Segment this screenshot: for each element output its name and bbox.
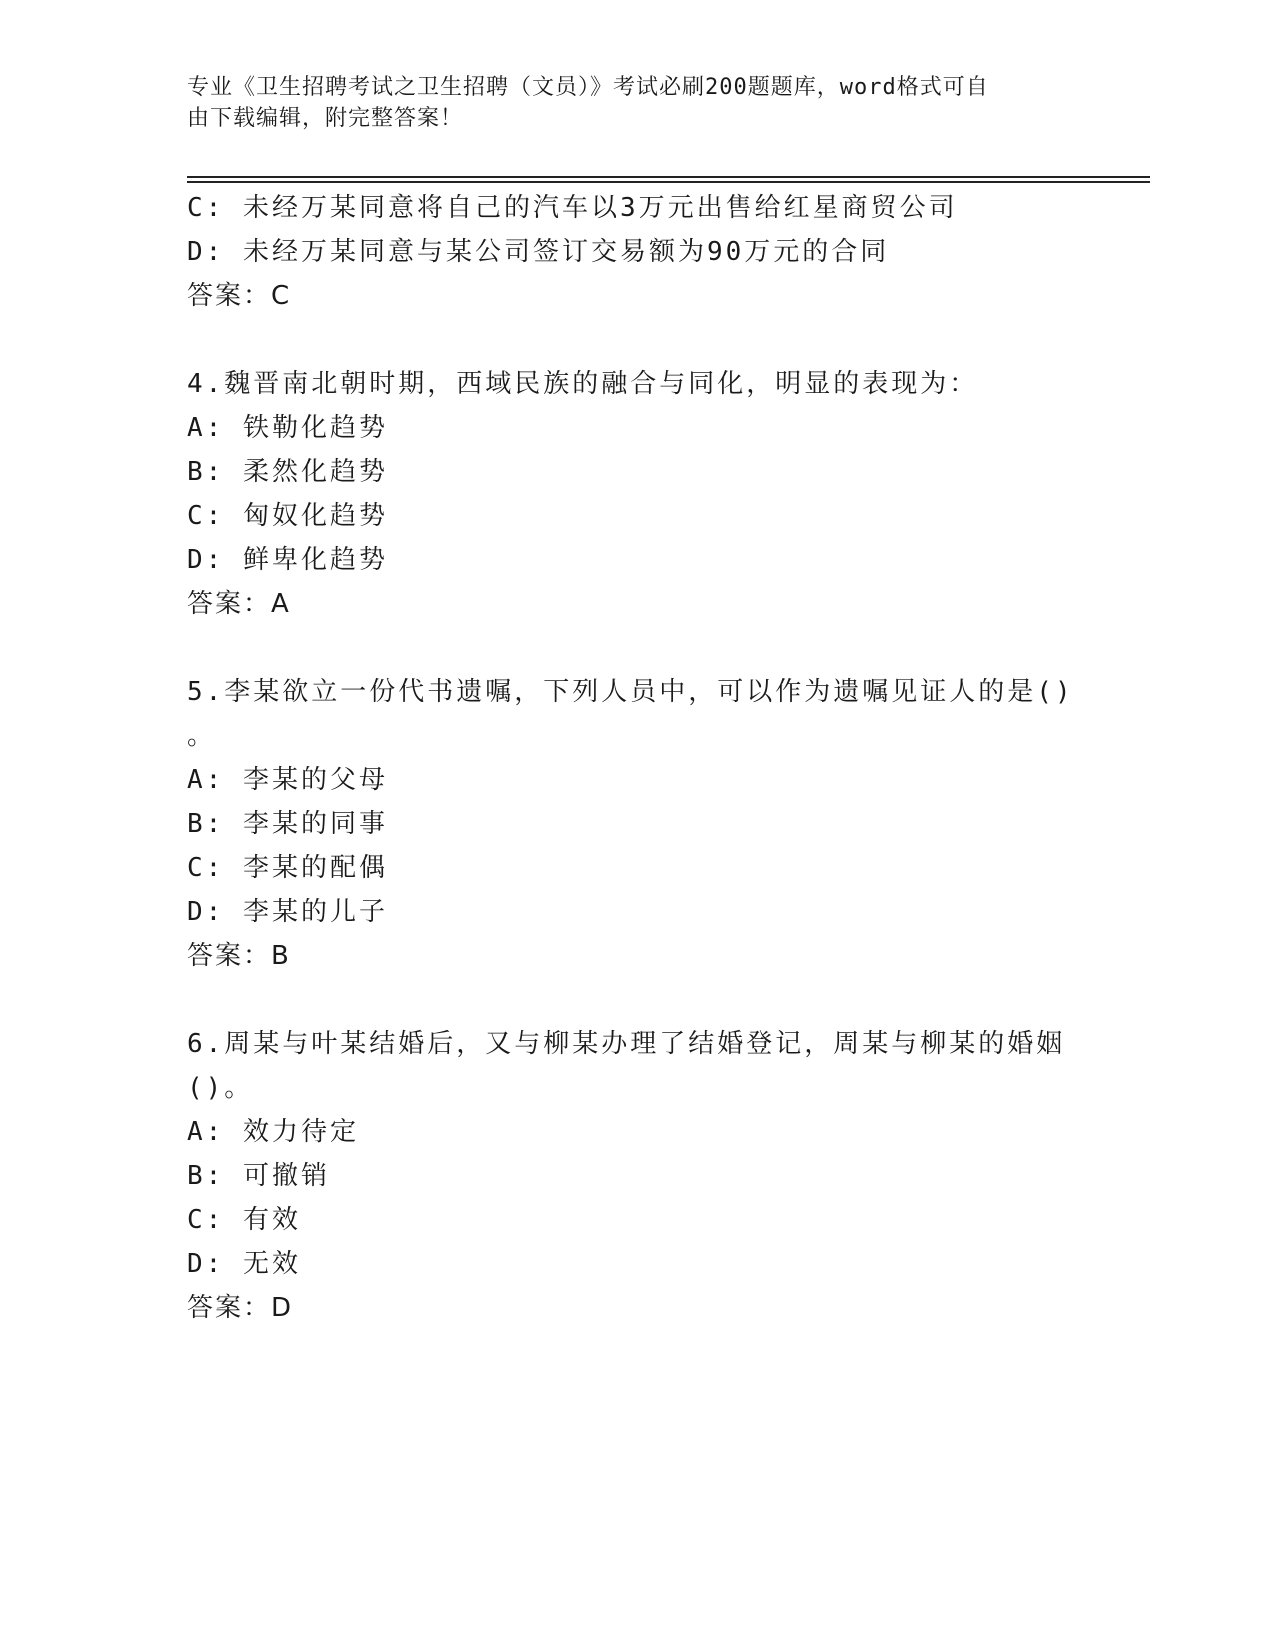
q5-option-d: D: 李某的儿子 (187, 897, 388, 927)
q5-question-line-1: 5.李某欲立一份代书遗嘱，下列人员中，可以作为遗嘱见证人的是() (187, 677, 1074, 707)
q6-option-a: A: 效力待定 (187, 1117, 359, 1147)
q6-question-line-1: 6.周某与叶某结婚后，又与柳某办理了结婚登记，周某与柳某的婚姻 (187, 1029, 1066, 1059)
q6-question-line-2: ()。 (187, 1073, 254, 1103)
q4-answer: 答案：A (187, 589, 291, 619)
q5-question-line-2: 。 (187, 721, 217, 751)
q4-question: 4.魏晋南北朝时期，西域民族的融合与同化，明显的表现为： (187, 369, 979, 399)
q4-option-b: B: 柔然化趋势 (187, 457, 388, 487)
header-line-1: 专业《卫生招聘考试之卫生招聘（文员）》考试必刷200题题库，word格式可自 (187, 75, 989, 100)
document-header (187, 72, 1067, 134)
q4-option-a: A: 铁勒化趋势 (187, 413, 388, 443)
q6-answer: 答案：D (187, 1293, 294, 1323)
q3-option-c: C: 未经万某同意将自己的汽车以3万元出售给红星商贸公司 (187, 193, 958, 223)
header-divider-top (187, 176, 1150, 178)
q5-option-b: B: 李某的同事 (187, 809, 388, 839)
header-line-2: 由下载编辑，附完整答案！ (187, 106, 464, 131)
q6-option-d: D: 无效 (187, 1249, 301, 1279)
q3-answer: 答案：C (187, 281, 292, 311)
q4-option-d: D: 鲜卑化趋势 (187, 545, 388, 575)
q5-option-c: C: 李某的配偶 (187, 853, 388, 883)
q3-option-d: D: 未经万某同意与某公司签订交易额为90万元的合同 (187, 237, 890, 267)
q5-answer: 答案：B (187, 941, 291, 971)
q4-option-c: C: 匈奴化趋势 (187, 501, 388, 531)
q6-option-b: B: 可撤销 (187, 1161, 330, 1191)
q6-option-c: C: 有效 (187, 1205, 301, 1235)
q5-option-a: A: 李某的父母 (187, 765, 388, 795)
header-divider-bottom (187, 181, 1150, 183)
